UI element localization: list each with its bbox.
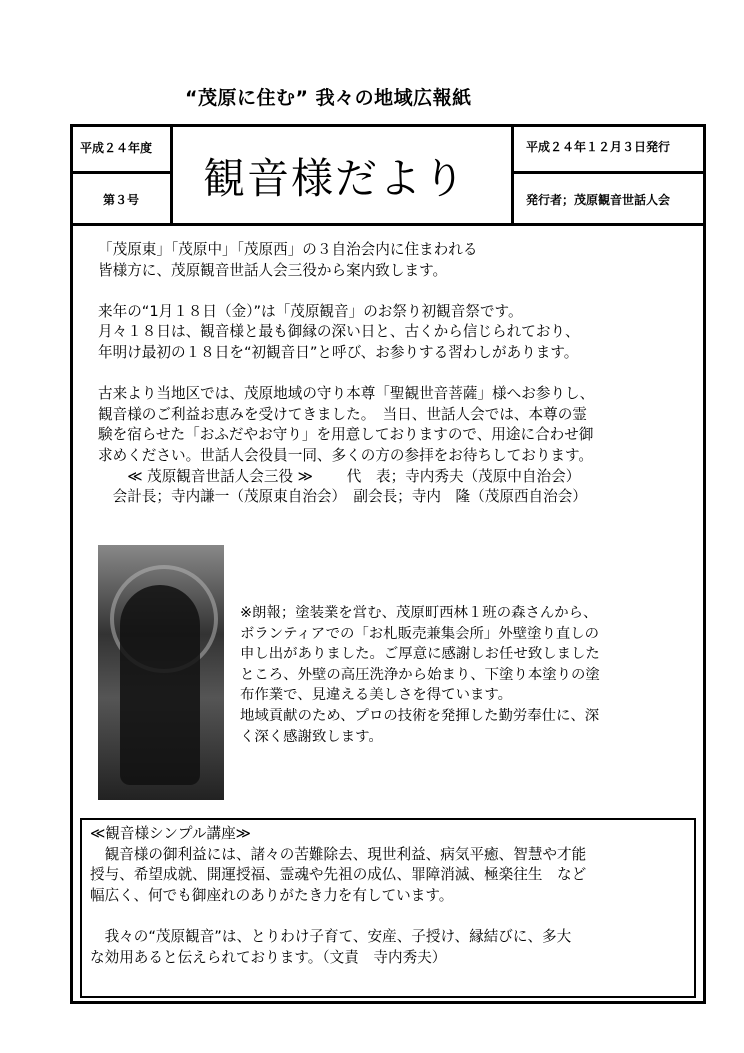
header-divider-left-h: [70, 171, 172, 174]
body-line: 年明け最初の１８日を“初観音日”と呼び、お参りする習わしがあります。: [98, 343, 579, 361]
notice-line: ところ、外壁の高圧洗浄から始まり、下塗り本塗りの塗: [240, 666, 600, 683]
statue-figure: [120, 585, 200, 785]
lecture-spacer: [90, 906, 586, 927]
notice-line: く深く感謝致します。: [240, 728, 383, 745]
officers-line: 会計長；寺内謙一（茂原東自治会） 副会長；寺内 隆（茂原西自治会）: [98, 488, 587, 506]
body-line: 月々１８日は、観音様と最も御縁の深い日と、古くから信じられており、: [98, 323, 580, 341]
notice-line: ※朗報；塗装業を営む、茂原町西林１班の森さんから、: [240, 605, 598, 621]
newsletter-tagline: “茂原に住む” 我々の地域広報紙: [185, 87, 472, 109]
notice-line: ボランティアでの「お札販売兼集会所」外壁塗り直しの: [240, 625, 600, 642]
body-line: 求めください。世話人会役員一同、多くの方の参拝をお待ちしております。: [98, 446, 594, 464]
officers-line: ≪ 茂原観音世話人会三役 ≫ 代 表；寺内秀夫（茂原中自治会）: [98, 467, 581, 485]
body-line: 験を宿らせた「おふだやお守り」を用意しておりますので、用途に合わせ御: [98, 426, 594, 444]
era-year-label: 平成２４年度: [80, 141, 153, 155]
notice-line: 布作業で、見違える美しさを得ています。: [240, 687, 512, 704]
body-line: 観音様のご利益お恵みを受けてきました。 当日、世話人会では、本尊の霊: [98, 405, 587, 423]
lecture-text: [90, 824, 586, 968]
lecture-line: 授与、希望成就、開運授福、霊魂や先祖の成仏、罪障消滅、極楽往生 など: [90, 866, 587, 884]
notice-text: [240, 603, 600, 747]
header-divider-right-h: [511, 171, 706, 174]
publish-date: 平成２４年１２月３日発行: [526, 140, 671, 154]
body-spacer: [98, 281, 594, 302]
lecture-line: 幅広く、何でも御座れのありがたき力を有しています。: [90, 886, 454, 904]
lecture-line: 我々の“茂原観音”は、とりわけ子育て、安産、子授け、縁結びに、多大: [90, 927, 572, 945]
kannon-statue-photo: [98, 545, 224, 800]
body-line: 皆様方に、茂原観音世話人会三役から案内致します。: [98, 261, 448, 279]
newsletter-title: 観音様だより: [203, 154, 468, 203]
body-line: 「茂原東」「茂原中」「茂原西」の３自治会内に住まわれる: [98, 241, 478, 258]
body-line: 古来より当地区では、茂原地域の守り本尊「聖観世音菩薩」様へお参りし、: [98, 385, 595, 403]
lecture-heading: ≪観音様シンプル講座≫: [90, 825, 251, 842]
notice-line: 地域貢献のため、プロの技術を発揮した勤労奉仕に、深: [240, 707, 600, 724]
body-spacer: [98, 364, 594, 385]
notice-line: 申し出がありました。ご厚意に感謝しお任せ致しました: [240, 646, 600, 663]
header-divider-right: [511, 124, 514, 226]
publisher: 発行者；茂原観音世話人会: [526, 193, 671, 207]
lecture-line: な効用あると伝えられております。（文責 寺内秀夫）: [90, 948, 447, 966]
body-text: [98, 240, 594, 508]
body-line: 来年の“1月１８日（金）”は「茂原観音」のお祭り初観音祭です。: [98, 302, 523, 320]
header-divider-left: [170, 124, 173, 226]
issue-number: 第３号: [103, 193, 140, 207]
lecture-line: 観音様の御利益には、諸々の苦難除去、現世利益、病気平癒、智慧や才能: [90, 845, 587, 863]
